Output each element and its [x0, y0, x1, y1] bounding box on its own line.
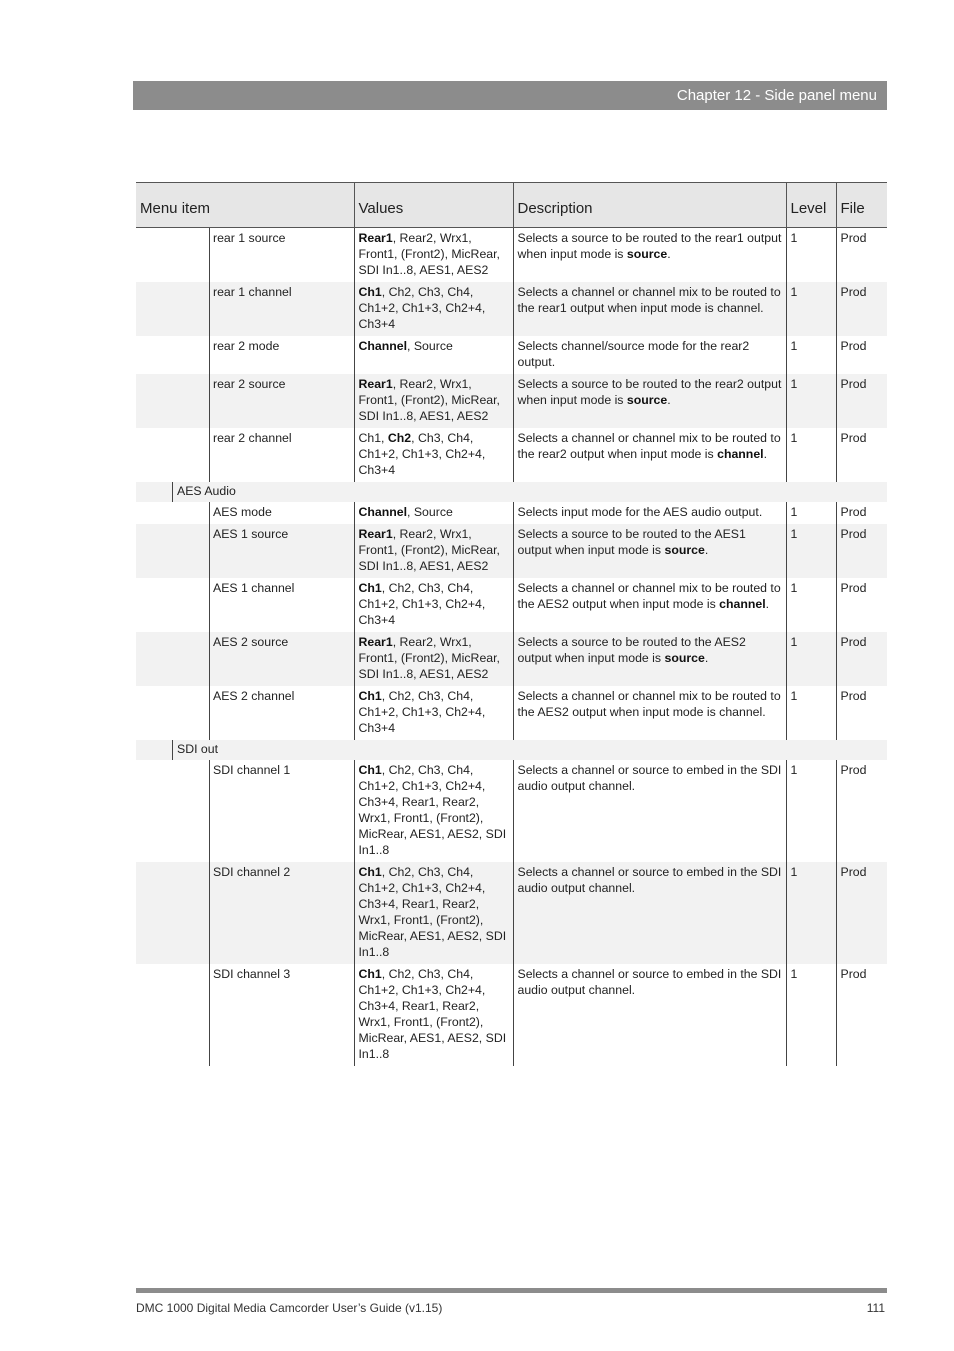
values-cell-segment: , Ch3, Ch4, Ch1+2, Ch1+3, Ch2+4, Ch3+4 — [358, 431, 486, 477]
description-cell-segment: Selects a source to be routed to the AES2 output when input mode is — [517, 635, 746, 665]
description-cell-segment: Selects a source to be routed to the rear2 output when input mode is — [517, 377, 782, 407]
values-cell — [354, 578, 513, 632]
description-cell — [513, 374, 786, 428]
section-row — [136, 740, 887, 760]
table-row — [136, 374, 887, 428]
description-cell-segment: Selects input mode for the AES audio output. — [517, 505, 763, 519]
description-cell — [513, 578, 786, 632]
menu-item-name: rear 2 mode — [136, 336, 354, 374]
menu-item-name: rear 1 source — [136, 228, 354, 283]
description-cell — [513, 502, 786, 524]
description-cell — [513, 228, 786, 283]
table-row — [136, 686, 887, 740]
menu-item-name: SDI channel 3 — [136, 964, 354, 1066]
values-cell-segment: , Rear2, Wrx1, Front1, (Front2), MicRear, SDI In1..8, AES1, AES2 — [358, 527, 500, 573]
values-cell-segment: , Ch2, Ch3, Ch4, Ch1+2, Ch1+3, Ch2+4, Ch3+4 — [358, 581, 486, 627]
values-cell-segment: Channel — [358, 505, 408, 519]
values-cell-segment: Channel — [358, 339, 408, 353]
description-cell-segment: Selects a source to be routed to the rear1 output when input mode is — [517, 231, 782, 261]
file-cell: Prod — [836, 686, 887, 740]
description-cell — [513, 760, 786, 862]
table-row — [136, 502, 887, 524]
chapter-header-bar — [133, 81, 887, 110]
file-cell: Prod — [836, 282, 887, 336]
col-header-file: File — [836, 183, 887, 228]
description-cell-segment: Selects a channel or source to embed in the SDI audio output channel. — [517, 865, 782, 895]
level-cell: 1 — [786, 578, 836, 632]
description-cell-segment: source — [626, 393, 668, 407]
description-cell — [513, 686, 786, 740]
description-cell-segment: source — [626, 247, 668, 261]
values-cell — [354, 632, 513, 686]
menu-item-name: rear 1 channel — [136, 282, 354, 336]
values-cell-segment: , Rear2, Wrx1, Front1, (Front2), MicRear, SDI In1..8, AES1, AES2 — [358, 231, 500, 277]
values-cell-segment: Ch1 — [358, 689, 382, 703]
description-cell — [513, 862, 786, 964]
col-header-values: Values — [354, 183, 513, 228]
description-cell-segment: . — [667, 247, 671, 261]
description-cell-segment: . — [704, 543, 709, 557]
values-cell-segment: , Rear2, Wrx1, Front1, (Front2), MicRear, SDI In1..8, AES1, AES2 — [358, 377, 500, 423]
file-cell: Prod — [836, 964, 887, 1066]
description-cell-segment: Selects a channel or channel mix to be routed to the AES2 output when input mode is channel. — [517, 689, 781, 719]
values-cell-segment: , Rear2, Wrx1, Front1, (Front2), MicRear, SDI In1..8, AES1, AES2 — [358, 635, 500, 681]
description-cell — [513, 632, 786, 686]
file-cell: Prod — [836, 374, 887, 428]
description-cell-segment: source — [664, 651, 705, 665]
values-cell — [354, 228, 513, 283]
values-cell-segment: , Source — [407, 505, 453, 519]
menu-item-name: AES mode — [136, 502, 354, 524]
description-cell — [513, 282, 786, 336]
file-cell: Prod — [836, 502, 887, 524]
menu-item-name: rear 2 source — [136, 374, 354, 428]
table-row — [136, 524, 887, 578]
description-cell-segment: Selects channel/source mode for the rear2 output. — [517, 339, 750, 369]
description-cell-segment: Selects a channel or channel mix to be routed to the rear2 output when input mode is — [517, 431, 781, 461]
values-cell-segment: Ch1 — [358, 581, 382, 595]
values-cell — [354, 336, 513, 374]
page-number: 111 — [866, 1301, 885, 1315]
values-cell — [354, 428, 513, 482]
level-cell: 1 — [786, 862, 836, 964]
description-cell-segment: Selects a channel or source to embed in the SDI audio output channel. — [517, 763, 782, 793]
description-cell-segment: . — [667, 393, 671, 407]
values-cell-segment: Ch1, — [358, 431, 388, 445]
level-cell: 1 — [786, 502, 836, 524]
description-cell-segment: source — [664, 543, 705, 557]
table-row — [136, 282, 887, 336]
values-cell — [354, 964, 513, 1066]
values-cell — [354, 502, 513, 524]
values-cell-segment: Rear1 — [358, 377, 393, 391]
level-cell: 1 — [786, 228, 836, 283]
values-cell-segment: , Source — [407, 339, 453, 353]
description-cell-segment: Selects a source to be routed to the AES1 output when input mode is — [517, 527, 746, 557]
description-cell-segment: Selects a channel or source to embed in the SDI audio output channel. — [517, 967, 782, 997]
menu-settings-table — [136, 182, 887, 1066]
file-cell: Prod — [836, 632, 887, 686]
values-cell-segment: Ch1 — [358, 967, 382, 981]
description-cell-segment: channel — [717, 447, 764, 461]
level-cell: 1 — [786, 336, 836, 374]
table-body — [136, 228, 887, 1067]
menu-item-name: SDI channel 2 — [136, 862, 354, 964]
description-cell — [513, 336, 786, 374]
level-cell: 1 — [786, 760, 836, 862]
file-cell: Prod — [836, 578, 887, 632]
values-cell-segment: Ch1 — [358, 865, 382, 879]
level-cell: 1 — [786, 374, 836, 428]
level-cell: 1 — [786, 632, 836, 686]
table-row — [136, 336, 887, 374]
values-cell-segment: Ch2 — [387, 431, 412, 445]
footer-document-title: DMC 1000 Digital Media Camcorder User’s Guide (v1.15) — [136, 1301, 443, 1315]
file-cell: Prod — [836, 428, 887, 482]
menu-item-name: AES 2 channel — [136, 686, 354, 740]
values-cell — [354, 686, 513, 740]
level-cell: 1 — [786, 964, 836, 1066]
values-cell-segment: , Ch2, Ch3, Ch4, Ch1+2, Ch1+3, Ch2+4, Ch3+4 — [358, 285, 486, 331]
values-cell — [354, 862, 513, 964]
level-cell: 1 — [786, 428, 836, 482]
values-cell-segment: Ch1 — [358, 285, 382, 299]
table-row — [136, 760, 887, 862]
col-header-description: Description — [513, 183, 786, 228]
values-cell — [354, 760, 513, 862]
description-cell-segment: . — [765, 597, 770, 611]
values-cell-segment: , Ch2, Ch3, Ch4, Ch1+2, Ch1+3, Ch2+4, Ch3+4, Rear1, Rear2, Wrx1, Front1, (Front2), MicRear, AES1, AES2, SDI In1..8 — [358, 865, 507, 959]
table-row — [136, 964, 887, 1066]
col-header-level: Level — [786, 183, 836, 228]
values-cell — [354, 374, 513, 428]
file-cell: Prod — [836, 228, 887, 283]
table-header-row — [136, 183, 887, 228]
table-row — [136, 228, 887, 283]
table-row — [136, 428, 887, 482]
values-cell-segment: , Ch2, Ch3, Ch4, Ch1+2, Ch1+3, Ch2+4, Ch3+4, Rear1, Rear2, Wrx1, Front1, (Front2), MicRear, AES1, AES2, SDI In1..8 — [358, 763, 507, 857]
file-cell: Prod — [836, 862, 887, 964]
file-cell: Prod — [836, 760, 887, 862]
values-cell-segment: Ch1 — [358, 763, 382, 777]
description-cell — [513, 524, 786, 578]
menu-item-name: AES 1 source — [136, 524, 354, 578]
menu-item-name: rear 2 channel — [136, 428, 354, 482]
values-cell-segment: Rear1 — [358, 231, 393, 245]
description-cell-segment: Selects a channel or channel mix to be routed to the AES2 output when input mode is — [517, 581, 781, 611]
table-row — [136, 632, 887, 686]
values-cell-segment: , Ch2, Ch3, Ch4, Ch1+2, Ch1+3, Ch2+4, Ch3+4, Rear1, Rear2, Wrx1, Front1, (Front2), MicRear, AES1, AES2, SDI In1..8 — [358, 967, 507, 1061]
description-cell — [513, 964, 786, 1066]
menu-item-name: AES 2 source — [136, 632, 354, 686]
values-cell-segment: , Ch2, Ch3, Ch4, Ch1+2, Ch1+3, Ch2+4, Ch3+4 — [358, 689, 486, 735]
section-label: SDI out — [136, 740, 887, 760]
file-cell: Prod — [836, 524, 887, 578]
level-cell: 1 — [786, 282, 836, 336]
col-header-menu-item: Menu item — [136, 183, 354, 228]
values-cell — [354, 524, 513, 578]
description-cell-segment: . — [704, 651, 709, 665]
menu-item-name: SDI channel 1 — [136, 760, 354, 862]
table-row — [136, 862, 887, 964]
values-cell-segment: Rear1 — [358, 527, 393, 541]
chapter-title: Chapter 12 - Side panel menu — [676, 87, 877, 104]
table-row — [136, 578, 887, 632]
values-cell-segment: Rear1 — [358, 635, 393, 649]
menu-item-name: AES 1 channel — [136, 578, 354, 632]
description-cell-segment: channel — [719, 597, 766, 611]
section-row — [136, 482, 887, 502]
description-cell — [513, 428, 786, 482]
values-cell — [354, 282, 513, 336]
section-label: AES Audio — [136, 482, 887, 502]
description-cell-segment: Selects a channel or channel mix to be routed to the rear1 output when input mode is channel. — [517, 285, 781, 315]
level-cell: 1 — [786, 686, 836, 740]
file-cell: Prod — [836, 336, 887, 374]
level-cell: 1 — [786, 524, 836, 578]
footer-rule — [136, 1288, 887, 1293]
description-cell-segment: . — [763, 447, 767, 461]
